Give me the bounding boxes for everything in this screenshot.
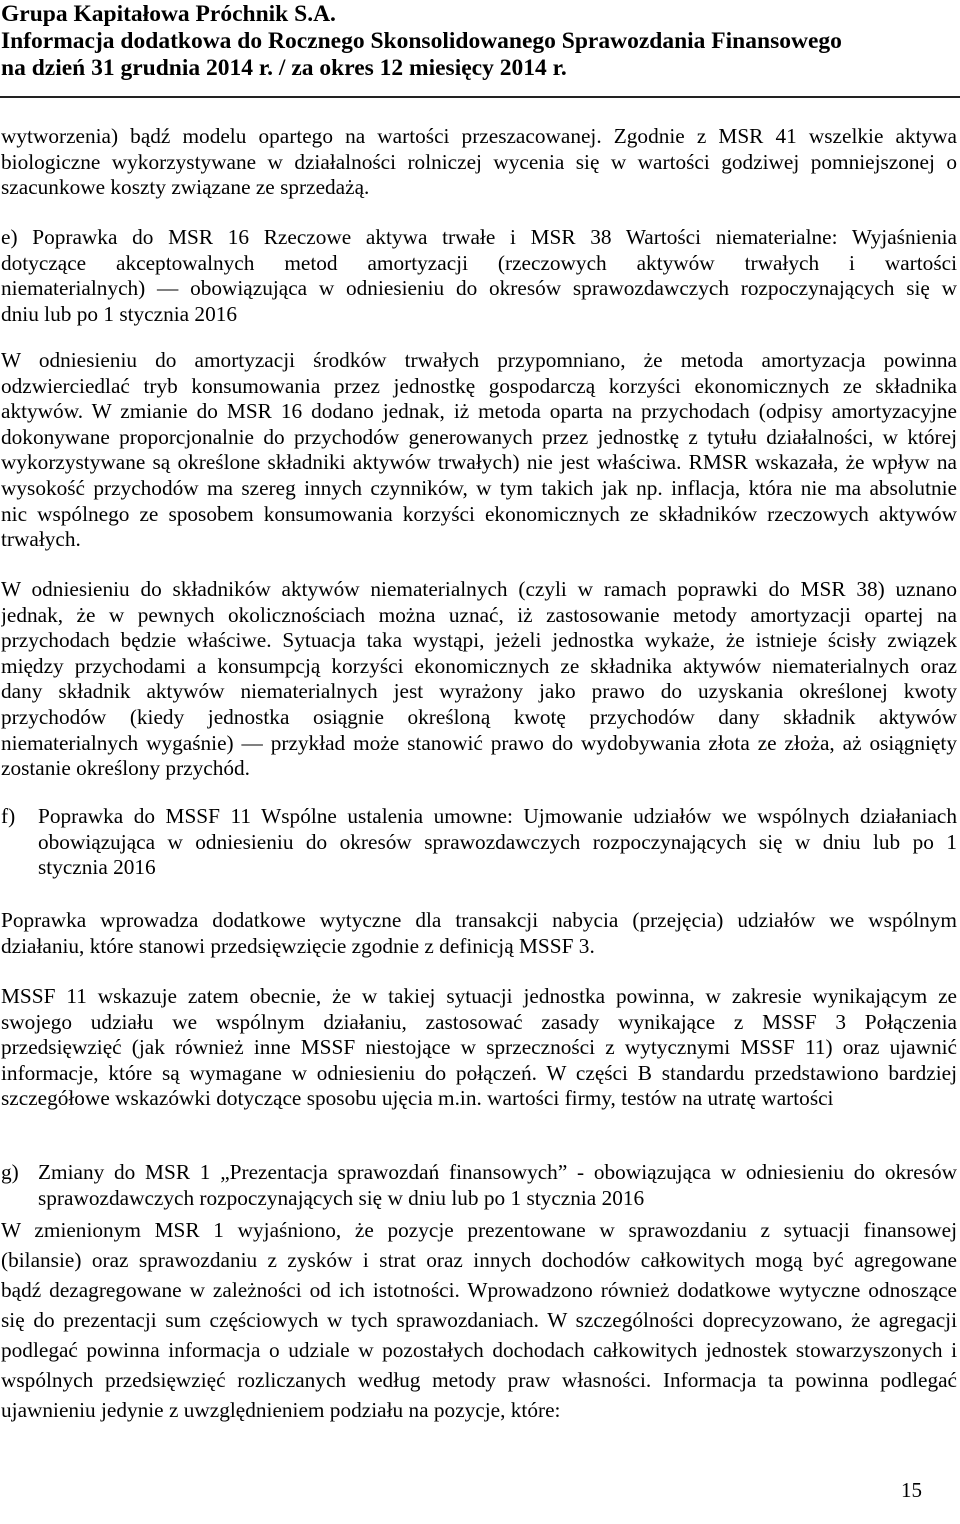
paragraph-text: [1, 1215, 957, 1425]
paragraph-line: działaniu, które stanowi przedsięwzięcie zgodnie z definicją MSSF 3.: [1, 933, 595, 958]
paragraph-line: dokonywane proporcjonalnie do przychodów generowanych przez jednostkę z tytułu działalności, w której: [1, 424, 957, 449]
paragraph-line: wysokość przychodów ma szereg innych czynników, w tym takich jak np. inflacja, która nie ma absolutnie: [1, 475, 957, 500]
paragraph: [1, 984, 957, 1112]
paragraph: [1, 1160, 957, 1211]
paragraph-line: przychodów (kiedy jednostka osiągnie określoną kwotę przychodów dany składnik aktywów: [1, 704, 957, 729]
paragraph-line: obowiązująca w odniesieniu do okresów sprawozdawczych rozpoczynających się w dniu lub po 1: [38, 829, 957, 854]
paragraph-line: dany składnik aktywów niematerialnych jest wyrażony jako prawo do uzyskania określonej kwoty: [1, 679, 957, 704]
header-report-period: na dzień 31 grudnia 2014 r. / za okres 12 miesięcy 2014 r.: [1, 55, 567, 81]
paragraph-text: [1, 225, 957, 327]
paragraph-line: (bilansie) oraz sprawozdaniu z zysków i strat oraz innych dochodów całkowitych mogą być agregowane: [1, 1248, 957, 1272]
paragraph-line: biologiczne wykorzystywane w działalności rolniczej wycenia się w wartości godziwej pomniejszonej o: [1, 149, 957, 174]
paragraph-line: W odniesieniu do amortyzacji środków trwałych przypomniano, że metoda amortyzacja powinna: [1, 348, 957, 372]
paragraph-line: swojego udziału we wspólnym działaniu, zastosować zasady wynikające z MSSF 3 Połączenia: [1, 1009, 957, 1034]
paragraph-line: wykorzystywane są określone składniki aktywów trwałych) nie jest właściwa. RMSR wskazała, że wpływ na: [1, 450, 957, 475]
header-company-name: Grupa Kapitałowa Próchnik S.A.: [1, 1, 336, 27]
paragraph-line: W zmienionym MSR 1 wyjaśniono, że pozycje prezentowane w sprawozdaniu z sytuacji finansowej: [1, 1218, 957, 1242]
paragraph-text: [38, 1160, 957, 1211]
paragraph-text: [1, 577, 957, 782]
paragraph-line: szczegółowe wskazówki dotyczące sposobu ujęcia m.in. wartości firmy, testów na utratę wartości: [1, 1086, 834, 1111]
header-divider: [0, 96, 960, 98]
paragraph-line: sprawozdawczych rozpoczynających się w dniu lub po 1 stycznia 2016: [38, 1185, 645, 1210]
paragraph-line: aktywów. W zmianie do MSR 16 dodano jednak, iż metoda oparta na przychodach (odpisy amortyzacyjne: [1, 399, 957, 424]
paragraph-line: niematerialnych wygaśnie) ― przykład może stanowić prawo do wydobywania złota ze złoża, aż osiągnięty: [1, 730, 957, 755]
paragraph-line: się do prezentacji sum częściowych w tych sprawozdaniach. W szczególności doprecyzowano, że agregacji: [1, 1308, 957, 1332]
paragraph-line: e) Poprawka do MSR 16 Rzeczowe aktywa trwałe i MSR 38 Wartości niematerialne: Wyjaśnienia: [1, 225, 957, 249]
paragraph: [1, 225, 957, 327]
paragraph-line: MSSF 11 wskazuje zatem obecnie, że w takiej sytuacji jednostka powinna, w zakresie wynikającym ze: [1, 984, 957, 1008]
paragraph-line: stycznia 2016: [38, 855, 156, 880]
paragraph-line: jednak, że w pewnych okolicznościach można uznać, iż zastosowanie metody amortyzacji opartej na: [1, 602, 957, 627]
list-marker: g): [1, 1160, 19, 1184]
paragraph-line: trwałych.: [1, 527, 81, 552]
header-report-title: Informacja dodatkowa do Rocznego Skonsolidowanego Sprawozdania Finansowego: [1, 28, 842, 54]
paragraph: [1, 1215, 957, 1425]
list-marker: f): [1, 804, 16, 828]
paragraph-line: dotyczące akceptowalnych metod amortyzacji (rzeczowych aktywów trwałych i wartości: [1, 250, 957, 275]
paragraph-line: Zmiany do MSR 1 „Prezentacja sprawozdań finansowych” - obowiązująca w odniesieniu do okresów: [38, 1160, 957, 1184]
paragraph-line: między przychodami a konsumpcją korzyści ekonomicznych ze składnika aktywów niematerialnych oraz: [1, 653, 957, 678]
paragraph-line: Poprawka do MSSF 11 Wspólne ustalenia umowne: Ujmowanie udziałów we wspólnych działaniach: [38, 804, 957, 828]
paragraph-line: odzwierciedlać tryb konsumowania przez jednostkę gospodarczą korzyści ekonomicznych ze składnika: [1, 373, 957, 398]
paragraph-text: [1, 124, 957, 201]
paragraph-line: dniu lub po 1 stycznia 2016: [1, 301, 238, 326]
paragraph: [1, 804, 957, 881]
paragraph-line: wytworzenia) bądź modelu opartego na wartości przeszacowanej. Zgodnie z MSR 41 wszelkie aktywa: [1, 124, 957, 148]
paragraph-line: podlegać powinna informacja o udziale w pozostałych dochodach całkowitych jednostek stowarzyszonych i: [1, 1338, 957, 1362]
paragraph-line: szacunkowe koszty związane ze sprzedażą.: [1, 175, 370, 200]
paragraph-text: [1, 908, 957, 959]
paragraph: [1, 908, 957, 959]
paragraph-line: Poprawka wprowadza dodatkowe wytyczne dla transakcji nabycia (przejęcia) udziałów we wspólnym: [1, 908, 957, 932]
paragraph: [1, 124, 957, 201]
page-number: 15: [901, 1478, 922, 1502]
paragraph-line: bądź dezagregowane w zależności od ich istotności. Wprowadzono również dodatkowe wytyczne odnoszące: [1, 1278, 957, 1302]
paragraph-line: wspólnych przedsięwzięć rozliczanych według metody praw własności. Informacja ta powinna podlegać: [1, 1368, 957, 1392]
paragraph-line: ujawnieniu jedynie z uwzględnieniem podziału na pozycje, które:: [1, 1398, 561, 1422]
document-header: [1, 1, 951, 82]
paragraph-text: [1, 348, 957, 553]
paragraph-line: nic wspólnego ze sposobem konsumowania korzyści ekonomicznych ze składników rzeczowych aktywów: [1, 501, 957, 526]
paragraph-line: przedsięwzięć (jak również inne MSSF niestojące w sprzeczności z wytycznymi MSSF 11) oraz ujawnić: [1, 1035, 957, 1060]
paragraph-line: przychodach będzie właściwe. Sytuacja taka wystąpi, jeżeli jednostka wykaże, że istnieje ścisły związek: [1, 628, 957, 653]
paragraph: [1, 577, 957, 782]
paragraph-line: zostanie określony przychód.: [1, 756, 250, 781]
paragraph-line: informacje, które są wymagane w odniesieniu do połączeń. W części B standardu przedstawiono bardziej: [1, 1060, 957, 1085]
paragraph-text: [1, 984, 957, 1112]
paragraph-line: niematerialnych) ― obowiązująca w odniesieniu do okresów sprawozdawczych rozpoczynających się w: [1, 276, 957, 301]
paragraph-text: [38, 804, 957, 881]
paragraph: [1, 348, 957, 553]
paragraph-line: W odniesieniu do składników aktywów niematerialnych (czyli w ramach poprawki do MSR 38) uznano: [1, 577, 957, 601]
